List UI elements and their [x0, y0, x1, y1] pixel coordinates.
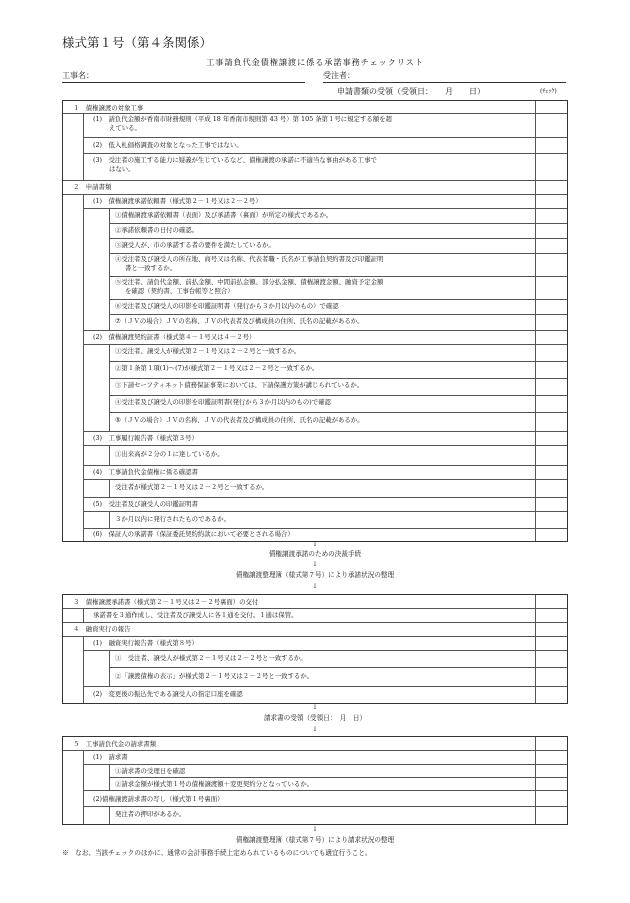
section-2-3-item-1: ①出来高が２分の１に達しているか。 [115, 450, 224, 458]
section-5-1-item-2: ②請求金額が様式第１号の債権譲渡額＋変更契約分となっているか。 [115, 780, 314, 788]
section-1-item-2: (2) 低入札価格調査の対象となった工事ではない。 [93, 141, 243, 149]
section-2-1-item-1: ①債権譲渡承諾依頼書（表面）及び承諾書（裏面）が所定の様式であるか。 [115, 211, 333, 219]
section-1-item-1: (1) 請負代金額が香南市財務規則（平成 18 年香南市規則第 43 号）第 105 条第１号に規定する額を超 [93, 115, 392, 123]
section-5-sub-2-title: (2)債権譲渡請求書の写し（様式第１号裏面） [93, 795, 224, 803]
section-1-item-3: (3) 受注者の施工する能力に疑義が生じているなど、債権譲渡の承諾に不適当な事由がある工事で [93, 156, 377, 164]
section-2-1-item-7: ⑦（ＪＶの場合）ＪＶの名称、ＪＶの代表者及び構成員の住所、氏名の記載があるか。 [115, 317, 364, 325]
section-2-sub-1-title: (1) 債権譲渡承諾依頼書（様式第２－１号又は２－２号） [93, 197, 262, 205]
project-name-underline [62, 82, 305, 83]
flow-arrow-6: ↓ [312, 825, 318, 833]
section-2-sub-2-title: (2) 債権譲渡契約証書（様式第４－１号又は４－２号） [93, 333, 256, 341]
section-1-item-1-cont: えている。 [109, 124, 141, 132]
document-title: 工事請負代金債権譲渡に係る承諾事務チェックリスト [206, 57, 424, 67]
section-2-1-item-4-cont: 書と一致するか。 [125, 264, 177, 272]
section-4-sub-1-title: (1) 融資実行報告書（様式第８号） [93, 639, 198, 647]
check-column-divider [535, 101, 536, 541]
section-4-1-item-1: ① 受注者、譲受人が様式第２－１号又は２－２号と一致するか。 [115, 654, 307, 662]
receipt-date-label: 申請書類の受領（受領日： 月 日） [337, 87, 485, 96]
section-3-item-1: 承諾書を３通作成し、受注者及び譲受人に各１通を交付。１通は保管。 [93, 611, 298, 619]
section-2-2-item-2: ②第１条第１項(1)～(7)が様式第２－１号又は２－２号と一致するか。 [115, 364, 319, 372]
section-2-2-item-5: ⑤（ＪＶの場合）ＪＶの名称、ＪＶの代表者及び構成員の住所、氏名の記載があるか。 [115, 416, 364, 424]
flow-step-register: 債権譲渡整理簿（様式第７号）により承諾状況の整理 [235, 571, 395, 579]
section-1-heading: １ 債権譲渡の対象工事 [73, 104, 144, 112]
section-2-sub-3-title: (3) 工事履行報告書（様式第３号） [93, 434, 198, 442]
section-2-1-item-6: ⑥受注者及び譲受人の印影を印鑑証明書（発行から３か月以内のもの）で確認 [115, 302, 339, 310]
section-2-2-item-4: ④受注者及び譲受人の印影を印鑑証明書(発行から３か月以内のもの)で確認 [115, 398, 331, 406]
footnote: ※ なお、当該チェックのほかに、通常の会計事務手続上定められているものについても適宜行うこと。 [62, 849, 372, 857]
checklist-table-1-2 [62, 100, 568, 542]
flow-arrow-4: ↓ [312, 703, 318, 711]
section-2-heading: ２ 申請書類 [73, 183, 112, 191]
section-4-sub-2-title: (2) 変更後の振込先である譲受人の指定口座を確認 [93, 690, 243, 698]
section-2-sub-5-title: (5) 受注者及び譲受人の印鑑証明書 [93, 500, 198, 508]
section-4-heading: ４ 融資実行の報告 [73, 625, 131, 633]
section-1-item-3-cont: はない。 [109, 165, 135, 173]
section-4-1-item-2: ②「譲渡債権の表示」が様式第２－１号又は２－２号と一致するか。 [115, 672, 314, 680]
flow-step-invoice-receipt: 請求書の受領（受領日： 月 日） [263, 714, 367, 722]
section-2-5-item-1: ３か月以内に発行されたものであるか。 [115, 515, 231, 523]
section-5-2-item-1: 発注者の押印があるか。 [115, 810, 186, 818]
checklist-table-5 [62, 736, 568, 825]
section-3-heading: ３ 債権譲渡承諾書（様式第２－１号又は２－２号裏面）の交付 [73, 598, 259, 606]
project-name-label: 工事名： [62, 71, 94, 80]
section-5-1-item-1: ①請求書の受理日を確認 [115, 767, 186, 775]
flow-arrow-2: ↓ [312, 560, 318, 568]
flow-step-approval: 債権譲渡承諾のための決裁手続 [268, 550, 362, 558]
form-number: 様式第１号（第４条関係） [62, 35, 213, 50]
section-2-2-item-3: ③下請セーフティネット債務保証事業においては、下請保護方策が講じられているか。 [115, 381, 364, 389]
flow-arrow-1: ↓ [312, 540, 318, 548]
section-2-sub-4-title: (4) 工事請負代金債権に係る確認書 [93, 468, 198, 476]
section-5-sub-1-title: (1) 請求書 [93, 753, 128, 761]
section-2-1-item-3: ③譲受人が、市の承諾する者の要件を満たしているか。 [115, 241, 275, 249]
section-2-1-item-4: ④受注者及び譲受人の所在地、商号又は名称、代表者職・氏名が工事請負契約書及び印鑑証明 [115, 255, 384, 263]
section-2-1-item-5: ⑤受注者、請負代金額、前払金額、中間前払金額、部分払金額、債権譲渡金額、融資予定金額 [115, 278, 384, 286]
checklist-table-3-4 [62, 594, 568, 704]
check-column-label: (ﾁｪｯｸ) [540, 88, 557, 95]
contractor-underline [323, 82, 566, 83]
contractor-label: 受注者： [323, 71, 355, 80]
section-2-1-item-2: ②承諾依頼書の日付の確認。 [115, 226, 199, 234]
section-2-4-item-1: 受注者が様式第２－１号又は２－２号と一致するか。 [115, 483, 269, 491]
flow-arrow-5: ↓ [312, 725, 318, 733]
flow-arrow-3: ↓ [312, 582, 318, 590]
section-2-2-item-1: ①受注者、譲受人が様式第２－１号又は２－２号と一致するか。 [115, 347, 301, 355]
section-2-sub-6-title: (6) 保証人の承諾書（保証委託契約約款において必要とされる場合） [93, 530, 294, 538]
section-2-1-item-5-cont: を確認（契約書、工事台帳等と照合） [125, 287, 234, 295]
section-5-heading: ５ 工事請負代金の請求書類 [73, 740, 157, 748]
flow-step-invoice-register: 債権譲渡整理簿（様式第７号）により請求状況の整理 [235, 836, 395, 844]
